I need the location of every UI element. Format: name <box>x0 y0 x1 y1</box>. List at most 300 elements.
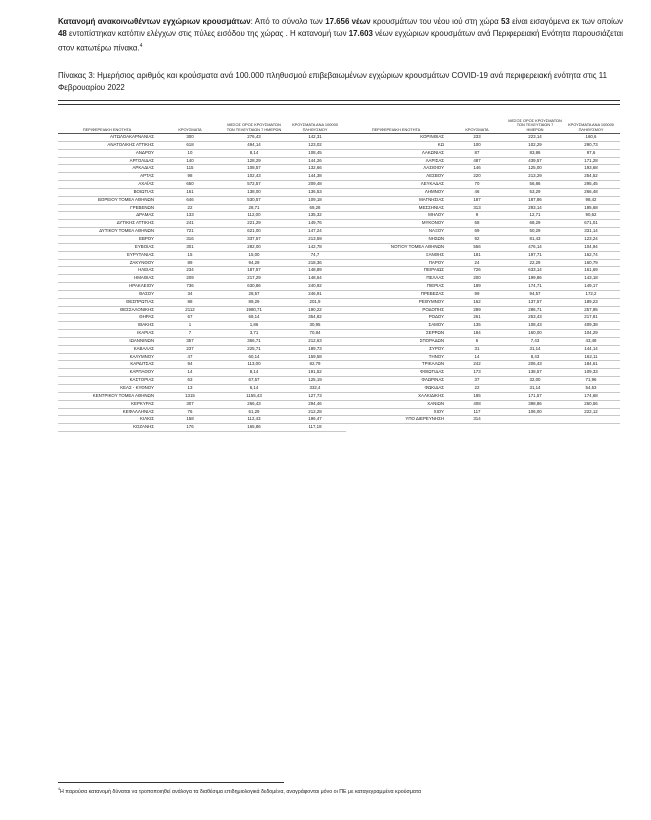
cell-cases: 34 <box>156 290 224 298</box>
cell-region: ΚΑΣΤΟΡΙΑΣ <box>58 377 156 385</box>
cell-per100k: 109,18 <box>284 196 346 204</box>
cell-cases: 307 <box>156 400 224 408</box>
cell-region: ΕΒΡΟΥ <box>58 235 156 243</box>
cell-avg: 81,43 <box>508 235 562 243</box>
cell-region: ΜΕΣΣΗΝΙΑΣ <box>346 204 446 212</box>
cell-cases: 1 <box>156 322 224 330</box>
cell-per100k: 97,6 <box>562 149 620 157</box>
cell-avg: 56,86 <box>508 181 562 189</box>
domestic-cases: 17.603 <box>348 29 373 39</box>
cell-region: ΡΟΔΟΠΗΣ <box>346 306 446 314</box>
cell-avg: 138,00 <box>224 188 284 196</box>
cases-table <box>58 116 620 432</box>
table-row <box>58 424 620 432</box>
cell-cases: 70 <box>446 181 508 189</box>
table-row <box>58 243 620 251</box>
cell-per100k: 246,91 <box>284 290 346 298</box>
cell-avg: 60,14 <box>224 353 284 361</box>
cell-region: ΚΑΡΔΙΤΣΑΣ <box>58 361 156 369</box>
cell-cases: 209 <box>156 275 224 283</box>
table-row <box>58 134 620 142</box>
cell-avg: 102,43 <box>224 173 284 181</box>
cell-cases: 31 <box>446 345 508 353</box>
cell-region: ΡΕΘΥΜΝΟΥ <box>346 298 446 306</box>
cell-region: ΗΡΑΚΛΕΙΟΥ <box>58 283 156 291</box>
cell-per100k: 30,95 <box>284 322 346 330</box>
cell-cases: 135 <box>446 322 508 330</box>
cell-per100k: 98,42 <box>562 196 620 204</box>
table-row <box>58 267 620 275</box>
table-row <box>58 212 620 220</box>
cell-per100k: 295,45 <box>562 181 620 189</box>
cell-avg <box>508 424 562 432</box>
cell-per100k: 127,73 <box>284 392 346 400</box>
cell-region: ΝΗΣΩΝ <box>346 235 446 243</box>
table-row <box>58 275 620 283</box>
cell-region: ΑΡΓΟΛΙΔΑΣ <box>58 157 156 165</box>
cell-cases: 187 <box>446 196 508 204</box>
cell-cases: 618 <box>156 141 224 149</box>
cell-per100k: 82,79 <box>284 361 346 369</box>
table-row <box>58 251 620 259</box>
table-row <box>58 173 620 181</box>
cell-per100k: 260,56 <box>562 400 620 408</box>
cell-cases: 6 <box>446 337 508 345</box>
cell-avg: 68,29 <box>508 220 562 228</box>
cell-avg: 125,00 <box>508 165 562 173</box>
cell-avg: 31,14 <box>508 345 562 353</box>
cell-region: ΛΑΚΩΝΙΑΣ <box>346 149 446 157</box>
footnote-ref: 4 <box>139 43 143 50</box>
cell-avg <box>508 416 562 424</box>
cell-cases: 115 <box>156 165 224 173</box>
cell-region: ΗΜΑΘΙΑΣ <box>58 275 156 283</box>
cell-avg: 28,57 <box>224 290 284 298</box>
cell-avg: 102,29 <box>508 141 562 149</box>
cell-avg: 31,14 <box>508 385 562 393</box>
header-per100k: ΚΡΟΥΣΜΑΤΑ ΑΝΑ 100000 ΠΛΗΘΥΣΜΟΥ <box>284 116 346 134</box>
cell-cases: 161 <box>156 188 224 196</box>
cell-avg: 276,43 <box>224 134 284 142</box>
footnote-divider <box>58 782 284 783</box>
cell-per100k: 201,9 <box>284 298 346 306</box>
cell-region: ΣΠΟΡΑΔΩΝ <box>346 337 446 345</box>
cell-per100k: 159,58 <box>284 353 346 361</box>
cell-region: ΛΑΡΙΣΑΣ <box>346 157 446 165</box>
cell-region: ΠΕΙΡΑΙΩΣ <box>346 267 446 275</box>
cell-avg: 128,29 <box>224 157 284 165</box>
cell-avg: 266,43 <box>224 400 284 408</box>
cell-avg: 89,29 <box>224 298 284 306</box>
cell-region: ΠΑΡΟΥ <box>346 259 446 267</box>
cell-cases: 176 <box>156 424 224 432</box>
cell-avg: 22,29 <box>508 259 562 267</box>
cell-per100k: 191,52 <box>284 369 346 377</box>
cell-per100k: 149,17 <box>562 283 620 291</box>
cell-per100k: 189,73 <box>284 345 346 353</box>
cell-avg: 8,14 <box>224 369 284 377</box>
cell-region: ΘΑΣΟΥ <box>58 290 156 298</box>
cell-avg: 337,57 <box>224 235 284 243</box>
table-row <box>58 314 620 322</box>
cell-cases: 68 <box>446 220 508 228</box>
cell-cases: 47 <box>156 353 224 361</box>
cell-per100k: 189,23 <box>562 298 620 306</box>
cell-per100k: 161,69 <box>562 267 620 275</box>
table-row <box>58 204 620 212</box>
cell-cases: 37 <box>446 377 508 385</box>
cell-per100k: 193,68 <box>562 165 620 173</box>
cell-avg: 113,00 <box>224 361 284 369</box>
cell-cases: 15 <box>156 251 224 259</box>
cell-per100k: 331,14 <box>562 228 620 236</box>
cases-table-container <box>58 116 620 432</box>
header-avg: ΜΕΣΟΣ ΟΡΟΣ ΚΡΟΥΣΜΑΤΩΝ ΤΩΝ ΤΕΛΕΥΤΑΙΩΝ 7 ΗΜΕΡΩΝ <box>224 116 284 134</box>
cell-per100k: 162,74 <box>562 251 620 259</box>
cell-per100k: 257,95 <box>562 306 620 314</box>
cell-cases: 189 <box>446 283 508 291</box>
cell-avg: 494,14 <box>224 141 284 149</box>
cell-cases: 87 <box>446 149 508 157</box>
cell-cases: 67 <box>156 314 224 322</box>
intro-heading: Κατανομή ανακοινωθέντων εγχώριων κρουσμάτων <box>58 17 251 26</box>
cell-cases: 200 <box>446 275 508 283</box>
cell-per100k: 144,38 <box>284 173 346 181</box>
cell-per100k: 125,19 <box>284 377 346 385</box>
cell-avg: 137,57 <box>508 298 562 306</box>
cell-avg: 94,57 <box>508 290 562 298</box>
header-avg: ΜΕΣΟΣ ΟΡΟΣ ΚΡΟΥΣΜΑΤΩΝ ΤΩΝ ΤΕΛΕΥΤΑΙΩΝ 7 ΗΜΕΡΩΝ <box>508 117 562 132</box>
cell-avg: 28,71 <box>224 204 284 212</box>
cell-cases: 63 <box>156 377 224 385</box>
table-row <box>58 377 620 385</box>
cell-region: ΚΕΦΑΛΛΗΝΙΑΣ <box>58 408 156 416</box>
cell-avg: 223,14 <box>508 134 562 142</box>
cell-cases: 242 <box>446 361 508 369</box>
cell-cases: 76 <box>156 408 224 416</box>
cell-region: ΧΑΛΚΙΔΙΚΗΣ <box>346 392 446 400</box>
gate-cases: 48 <box>58 29 67 39</box>
cell-avg: 108,43 <box>508 322 562 330</box>
cell-cases: 99 <box>446 290 508 298</box>
cell-avg: 282,00 <box>224 243 284 251</box>
total-cases: 17.656 νέων <box>325 17 371 26</box>
header-region: ΠΕΡΙΦΕΡΕΙΑΚΗ ΕΝΟΤΗΤΑ <box>58 116 156 134</box>
cell-cases: 69 <box>446 228 508 236</box>
cell-avg: 199,86 <box>508 275 562 283</box>
footnote-number: 4 <box>58 787 60 791</box>
cell-per100k: 71,96 <box>562 377 620 385</box>
cell-per100k: 74,7 <box>284 251 346 259</box>
cell-region: ΣΥΡΟΥ <box>346 345 446 353</box>
cell-avg: 621,00 <box>224 228 284 236</box>
cell-per100k: 212,63 <box>284 337 346 345</box>
cell-cases: 9 <box>446 212 508 220</box>
cell-avg: 206,43 <box>508 361 562 369</box>
cell-avg: 225,71 <box>224 345 284 353</box>
cell-cases: 300 <box>156 134 224 142</box>
cell-region: ΚΕΡΚΥΡΑΣ <box>58 400 156 408</box>
cell-avg: 197,71 <box>508 251 562 259</box>
cell-region: ΔΥΤΙΚΟΥ ΤΟΜΕΑ ΑΘΗΝΩΝ <box>58 228 156 236</box>
cell-per100k: 213,59 <box>284 235 346 243</box>
cell-cases <box>446 424 508 432</box>
cell-cases: 650 <box>156 181 224 189</box>
intro-text: νέων εγχώριων κρουσμάτων ανά Περιφερειακή Ενότητα παρουσιάζεται στον κατωτέρω πίνακα. <box>58 29 623 54</box>
cell-cases: 10 <box>156 149 224 157</box>
table-row <box>58 165 620 173</box>
divider <box>58 104 620 105</box>
cell-avg: 83,86 <box>508 149 562 157</box>
cell-avg: 187,57 <box>224 267 284 275</box>
cell-cases: 133 <box>156 212 224 220</box>
cell-cases: 185 <box>446 392 508 400</box>
cell-cases: 736 <box>156 283 224 291</box>
cell-cases: 234 <box>156 267 224 275</box>
cell-region: ΠΡΕΒΕΖΑΣ <box>346 290 446 298</box>
cell-region: ΡΟΔΟΥ <box>346 314 446 322</box>
cell-avg: 366,71 <box>224 337 284 345</box>
cell-region: ΔΥΤΙΚΗΣ ΑΤΤΙΚΗΣ <box>58 220 156 228</box>
cell-region: ΚΟΖΑΝΗΣ <box>58 424 156 432</box>
cell-per100k: 332,4 <box>284 385 346 393</box>
cell-region: ΜΗΛΟΥ <box>346 212 446 220</box>
cell-per100k: 294,46 <box>284 400 346 408</box>
cell-region: ΕΥΒΟΙΑΣ <box>58 243 156 251</box>
header-cases: ΚΡΟΥΣΜΑΤΑ <box>446 116 508 134</box>
cell-cases: 2112 <box>156 306 224 314</box>
cell-avg: 112,00 <box>224 212 284 220</box>
cell-per100k <box>562 416 620 424</box>
footnote <box>58 786 628 796</box>
intro-text: κρουσμάτων του νέου ιού στη χώρα <box>370 17 502 26</box>
intro-text: είναι εισαγόμενα εκ των οποίων <box>509 17 623 26</box>
cell-avg: 106,00 <box>508 408 562 416</box>
cell-cases: 646 <box>156 196 224 204</box>
cell-cases: 726 <box>446 267 508 275</box>
cell-avg: 253,43 <box>508 314 562 322</box>
cell-per100k: 142,78 <box>284 243 346 251</box>
cell-per100k: 160,6 <box>562 134 620 142</box>
cell-cases: 313 <box>446 204 508 212</box>
cell-avg: 6,14 <box>224 385 284 393</box>
table-row <box>58 228 620 236</box>
cell-cases: 173 <box>446 369 508 377</box>
cell-region: ΕΥΡΥΤΑΝΙΑΣ <box>58 251 156 259</box>
cell-avg: 1155,43 <box>224 392 284 400</box>
cell-region: ΒΟΙΩΤΙΑΣ <box>58 188 156 196</box>
cell-avg: 112,43 <box>224 416 284 424</box>
cell-cases: 98 <box>156 173 224 181</box>
cell-per100k: 190,22 <box>284 306 346 314</box>
cell-cases: 301 <box>156 243 224 251</box>
cell-region: ΛΑΣΙΘΙΟΥ <box>346 165 446 173</box>
cell-avg: 160,00 <box>508 330 562 338</box>
cell-avg: 67,57 <box>224 377 284 385</box>
cell-region: ΚΑΛΥΜΝΟΥ <box>58 353 156 361</box>
table-row <box>58 141 620 149</box>
cell-cases: 316 <box>156 235 224 243</box>
cell-per100k: 171,28 <box>562 157 620 165</box>
cell-region: ΚΟΡΙΝΘΙΑΣ <box>346 134 446 142</box>
table-row <box>58 306 620 314</box>
table-row <box>58 290 620 298</box>
cell-region: ΠΕΛΛΑΣ <box>346 275 446 283</box>
cell-per100k: 174,68 <box>562 392 620 400</box>
cell-per100k: 160,79 <box>562 259 620 267</box>
table-row <box>58 400 620 408</box>
cell-cases: 46 <box>446 188 508 196</box>
cell-region: ΑΧΑΪΑΣ <box>58 181 156 189</box>
table-row <box>58 220 620 228</box>
table-row <box>58 416 620 424</box>
table-row <box>58 337 620 345</box>
cell-per100k: 195,68 <box>562 204 620 212</box>
table-row <box>58 235 620 243</box>
cell-region: ΑΡΤΑΣ <box>58 173 156 181</box>
cell-cases: 1315 <box>156 392 224 400</box>
cell-cases: 117 <box>446 408 508 416</box>
cell-per100k: 671,01 <box>562 220 620 228</box>
cell-region: ΤΡΙΚΑΛΩΝ <box>346 361 446 369</box>
cell-avg: 286,71 <box>508 306 562 314</box>
cell-per100k: 266,48 <box>562 188 620 196</box>
cell-per100k: 254,52 <box>562 173 620 181</box>
cell-region: ΔΡΑΜΑΣ <box>58 212 156 220</box>
table-row <box>58 259 620 267</box>
cell-cases: 14 <box>446 353 508 361</box>
cell-per100k: 147,24 <box>284 228 346 236</box>
table-row <box>58 408 620 416</box>
cell-avg: 138,57 <box>508 369 562 377</box>
cell-avg: 12,71 <box>508 212 562 220</box>
cell-avg: 187,86 <box>508 196 562 204</box>
divider <box>58 100 620 101</box>
cell-per100k: 172,2 <box>562 290 620 298</box>
cell-avg: 630,86 <box>224 283 284 291</box>
table-row <box>58 157 620 165</box>
cell-cases: 237 <box>156 345 224 353</box>
cell-region: ΚΩ <box>346 141 446 149</box>
cell-region: ΙΘΑΚΗΣ <box>58 322 156 330</box>
cell-per100k: 136,53 <box>284 188 346 196</box>
cell-per100k: 196,47 <box>284 416 346 424</box>
cell-region: ΚΑΒΑΛΑΣ <box>58 345 156 353</box>
cell-avg: 217,29 <box>224 275 284 283</box>
cell-region: ΗΛΕΙΑΣ <box>58 267 156 275</box>
cell-cases: 181 <box>446 251 508 259</box>
table-row <box>58 149 620 157</box>
table-row <box>58 345 620 353</box>
cell-cases: 7 <box>156 330 224 338</box>
cell-per100k: 70,84 <box>284 330 346 338</box>
cell-avg: 69,14 <box>224 314 284 322</box>
cell-region: ΚΑΡΠΑΘΟΥ <box>58 369 156 377</box>
cell-region <box>346 424 446 432</box>
cell-per100k: 123,24 <box>562 235 620 243</box>
cell-region: ΘΗΡΑΣ <box>58 314 156 322</box>
table-header-row <box>58 116 620 134</box>
cell-region: ΝΑΞΟΥ <box>346 228 446 236</box>
cell-per100k: 184,61 <box>562 361 620 369</box>
cell-avg: 7,43 <box>508 337 562 345</box>
cell-per100k: 108,45 <box>284 149 346 157</box>
cell-cases: 162 <box>446 298 508 306</box>
header-region: ΠΕΡΙΦΕΡΕΙΑΚΗ ΕΝΟΤΗΤΑ <box>346 116 446 134</box>
cell-per100k <box>562 424 620 432</box>
cell-avg: 572,57 <box>224 181 284 189</box>
cell-region: ΘΕΣΠΡΩΤΙΑΣ <box>58 298 156 306</box>
cell-avg: 221,29 <box>224 220 284 228</box>
table-row <box>58 353 620 361</box>
cell-per100k: 209,48 <box>284 181 346 189</box>
cell-per100k: 149,76 <box>284 220 346 228</box>
header-per100k: ΚΡΟΥΣΜΑΤΑ ΑΝΑ 100000 ΠΛΗΘΥΣΜΟΥ <box>562 116 620 134</box>
cell-region: ΠΙΕΡΙΑΣ <box>346 283 446 291</box>
footnote-text: Η παρούσα κατανομή δύναται να τροποποιηθεί ανάλογα τα διαθέσιμα επιδημιολογικά δεδομένα, αναγράφονται μόνο οι ΠΕ με καταγεγραμμένα κρούσματα <box>60 788 422 795</box>
cell-avg: 171,57 <box>508 392 562 400</box>
table-row <box>58 298 620 306</box>
cell-cases: 408 <box>446 400 508 408</box>
cell-per100k: 132,66 <box>284 165 346 173</box>
cell-avg: 165,86 <box>224 424 284 432</box>
cell-region: ΜΑΓΝΗΣΙΑΣ <box>346 196 446 204</box>
cell-per100k: 409,38 <box>562 322 620 330</box>
cell-avg: 213,29 <box>508 173 562 181</box>
cell-cases: 88 <box>156 298 224 306</box>
cell-avg: 3,71 <box>224 330 284 338</box>
cell-per100k: 109,33 <box>562 369 620 377</box>
cell-avg: 15,00 <box>224 251 284 259</box>
cell-per100k: 117,18 <box>284 424 346 432</box>
table-row <box>58 322 620 330</box>
cell-region: ΥΠΟ ΔΙΕΡΕΥΝΗΣΗ <box>346 416 446 424</box>
table-row <box>58 283 620 291</box>
cell-cases: 184 <box>446 330 508 338</box>
cell-cases: 241 <box>156 220 224 228</box>
cell-avg: 50,29 <box>508 228 562 236</box>
cell-per100k: 144,14 <box>562 345 620 353</box>
cell-cases: 22 <box>156 204 224 212</box>
cell-per100k: 240,92 <box>284 283 346 291</box>
cell-region: ΒΟΡΕΙΟΥ ΤΟΜΕΑ ΑΘΗΝΩΝ <box>58 196 156 204</box>
cell-avg: 108,57 <box>224 165 284 173</box>
cell-region: ΖΑΚΥΝΘΟΥ <box>58 259 156 267</box>
cell-cases: 289 <box>446 306 508 314</box>
cell-avg: 32,00 <box>508 377 562 385</box>
header-cases: ΚΡΟΥΣΜΑΤΑ <box>156 116 224 134</box>
cell-cases: 487 <box>446 157 508 165</box>
table-row <box>58 196 620 204</box>
cell-avg: 94,29 <box>224 259 284 267</box>
cell-avg: 8,14 <box>224 149 284 157</box>
cell-avg: 1,86 <box>224 322 284 330</box>
cell-cases: 24 <box>446 259 508 267</box>
imported-cases: 53 <box>501 17 510 26</box>
cell-cases: 146 <box>446 165 508 173</box>
table-row <box>58 369 620 377</box>
cell-region: ΚΙΛΚΙΣ <box>58 416 156 424</box>
cell-per100k: 148,64 <box>284 275 346 283</box>
cell-avg: 8,43 <box>508 353 562 361</box>
cell-cases: 89 <box>156 259 224 267</box>
cell-region: ΜΥΚΟΝΟΥ <box>346 220 446 228</box>
cell-region: ΧΑΝΙΩΝ <box>346 400 446 408</box>
cell-region: ΚΕΑΣ - ΚΥΘΝΟΥ <box>58 385 156 393</box>
cell-per100k: 143,18 <box>562 275 620 283</box>
cell-avg: 633,14 <box>508 267 562 275</box>
cell-region: ΑΝΑΤΟΛΙΚΗΣ ΑΤΤΙΚΗΣ <box>58 141 156 149</box>
